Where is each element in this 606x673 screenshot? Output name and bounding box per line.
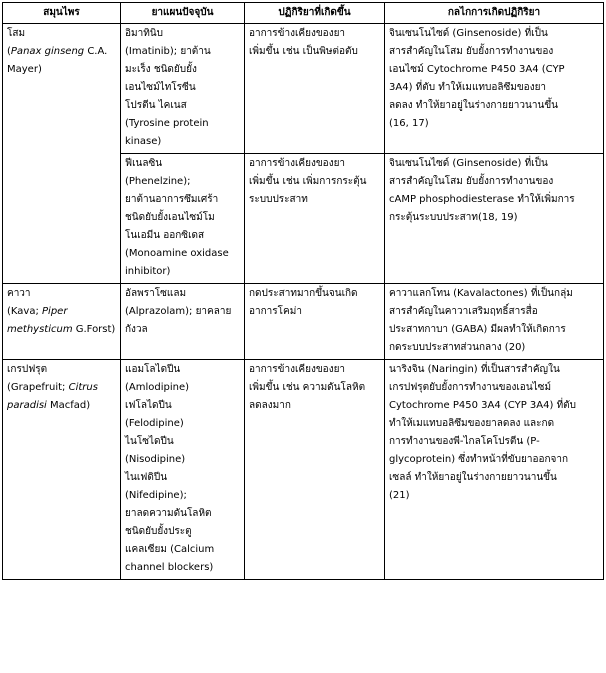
mechanism-cell: นาริงจิน (Naringin) ที่เป็นสารสำคัญใน เกรปฟรุตยับยั้งการทำงานของเอนไซม์ Cytochrome P450 3A4 (CYP 3A4) ที่ตับ ทำให้เมแทบอลิซึมของยาลดลง และกด การทำงานของพี-ไกลโคโปรตีน (P- glycoprotein) ซึ่งทำหน้าที่ขับยาออกจาก เซลล์ ทำให้ยาอยู่ในร่างกายยาวนานขึ้น (21) [385,360,604,580]
drug-cell: อิมาทินิบ (Imatinib); ยาต้าน มะเร็ง ชนิดยับยั้ง เอนไซม์ไทโรซีน โปรตีน ไคเนส (Tyrosine protein kinase) [121,24,245,154]
drug-cell: ฟีเนลซิน (Phenelzine); ยาต้านอาการซึมเศร้า ชนิดยับยั้งเอนไซม์โม โนเอมีน ออกซิเดส (Monoamine oxidase inhibitor) [121,154,245,284]
mechanism-cell: จินเซนโนไซด์ (Ginsenoside) ที่เป็น สารสำคัญในโสม ยับยั้งการทำงานของ cAMP phosphodiesterase ทำให้เพิ่มการ กระตุ้นระบบประสาท(18, 19) [385,154,604,284]
herb-drug-interaction-table [2,2,604,580]
drug-cell: อัลพราโซแลม (Alprazolam); ยาคลาย กังวล [121,284,245,360]
mechanism-cell: จินเซนโนไซด์ (Ginsenoside) ที่เป็น สารสำคัญในโสม ยับยั้งการทำงานของ เอนไซม์ Cytochrome P450 3A4 (CYP 3A4) ที่ตับ ทำให้เมแทบอลิซึมของยา ลดลง ทำให้ยาอยู่ในร่างกายยาวนานขึ้น (16, 17) [385,24,604,154]
header-row [3,3,604,24]
herb-cell: เกรปฟรุต (Grapefruit; Citrus paradisi Macfad) [3,360,121,580]
reaction-cell: อาการข้างเคียงของยา เพิ่มขึ้น เช่น เพิ่มการกระตุ้น ระบบประสาท [245,154,385,284]
table-row [3,360,604,580]
reaction-cell: อาการข้างเคียงของยา เพิ่มขึ้น เช่น เป็นพิษต่อตับ [245,24,385,154]
table-row [3,284,604,360]
drug-cell: แอมโลไดปีน (Amlodipine) เฟโลไดปีน (Felodipine) ไนโซไดปีน (Nisodipine) ไนเฟดิปีน (Nifedipine); ยาลดความดันโลหิต ชนิดยับยั้งประตู แคลเซียม (Calcium channel blockers) [121,360,245,580]
reaction-cell: กดประสาทมากขึ้นจนเกิด อาการโคม่า [245,284,385,360]
mechanism-cell: คาวาแลกโทน (Kavalactones) ที่เป็นกลุ่ม สารสำคัญในคาวาเสริมฤทธิ์สารสื่อ ประสาทกาบา (GABA) มีผลทำให้เกิดการ กดระบบประสาทส่วนกลาง (20) [385,284,604,360]
header-reaction: ปฏิกิริยาที่เกิดขึ้น [245,3,385,24]
herb-cell: คาวา (Kava; Piper methysticum G.Forst) [3,284,121,360]
herb-cell: โสม (Panax ginseng C.A. Mayer) [3,24,121,284]
table-row [3,24,604,154]
header-herb: สมุนไพร [3,3,121,24]
header-modern-drug: ยาแผนปัจจุบัน [121,3,245,24]
header-mechanism: กลไกการเกิดปฏิกิริยา [385,3,604,24]
reaction-cell: อาการข้างเคียงของยา เพิ่มขึ้น เช่น ความดันโลหิต ลดลงมาก [245,360,385,580]
